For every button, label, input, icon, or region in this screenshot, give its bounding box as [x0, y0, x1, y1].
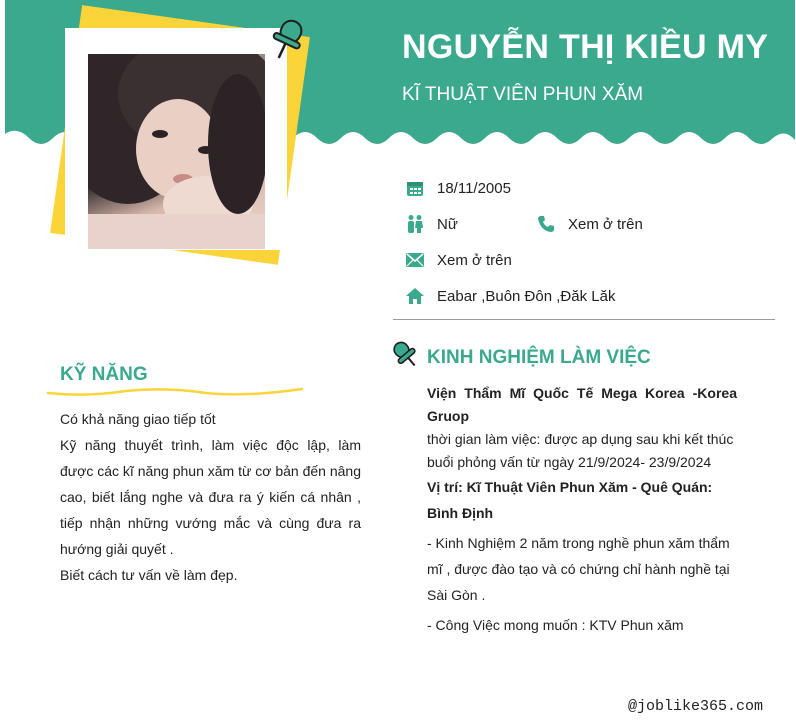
skills-title: KỸ NĂNG — [60, 364, 148, 385]
birthday-row — [405, 176, 511, 200]
birthday-value: 18/11/2005 — [437, 179, 511, 197]
address-value: Eabar ,Buôn Đôn ,Đăk Lăk — [437, 287, 616, 305]
calendar-icon — [405, 178, 425, 198]
home-icon — [405, 286, 425, 306]
experience-pin-icon — [390, 338, 420, 370]
gender-row — [405, 212, 458, 236]
email-row — [405, 248, 512, 272]
gender-icon — [405, 214, 425, 234]
skills-content — [60, 406, 361, 588]
profile-photo — [88, 54, 265, 249]
experience-title: KINH NGHIỆM LÀM VIỆC — [427, 347, 651, 368]
profile-photo-illustration — [88, 54, 265, 249]
experience-company: Viện Thẩm Mĩ Quốc Tế Mega Korea -Korea Gruop — [427, 385, 737, 424]
skills-underline — [46, 385, 306, 399]
phone-value: Xem ở trên — [568, 215, 643, 233]
candidate-name: NGUYỄN THỊ KIỀU MY — [402, 28, 769, 66]
experience-period: thời gian làm việc: được ap dụng sau khi kết thúc buổi phỏng vấn từ ngày 21/9/2024- 23/9/2024 — [427, 431, 734, 470]
email-value: Xem ở trên — [437, 251, 512, 269]
gender-value: Nữ — [437, 215, 458, 233]
phone-row — [536, 212, 643, 236]
experience-description: - Kinh Nghiệm 2 năm trong nghề phun xăm thẩm mĩ , được đào tạo và có chứng chỉ hành nghề tại Sài Gòn . — [427, 535, 730, 603]
phone-icon — [536, 214, 556, 234]
pin-icon — [266, 14, 310, 62]
skill-line: Kỹ năng thuyết trình, làm việc độc lập, làm được các kĩ năng phun xăm từ cơ bản đến nâng cao, biết lắng nghe và đưa ra ý kiến cá nhân , tiếp nhận những vướng mắc và cùng đưa ra hướng giải quyết . — [60, 437, 361, 557]
skill-line: Có khả năng giao tiếp tốt — [60, 411, 216, 427]
envelope-icon — [405, 250, 425, 270]
section-divider — [393, 319, 775, 320]
skill-line: Biết cách tư vấn về làm đẹp. — [60, 567, 238, 583]
experience-desired-job: - Công Việc mong muốn : KTV Phun xăm — [427, 617, 684, 633]
candidate-job-title: KĨ THUẬT VIÊN PHUN XĂM — [402, 84, 644, 105]
watermark: @joblike365.com — [628, 698, 764, 715]
experience-content — [427, 382, 737, 638]
experience-position: Vị trí: Kĩ Thuật Viên Phun Xăm - Quê Quán: Bình Định — [427, 479, 713, 521]
address-row — [405, 284, 615, 308]
